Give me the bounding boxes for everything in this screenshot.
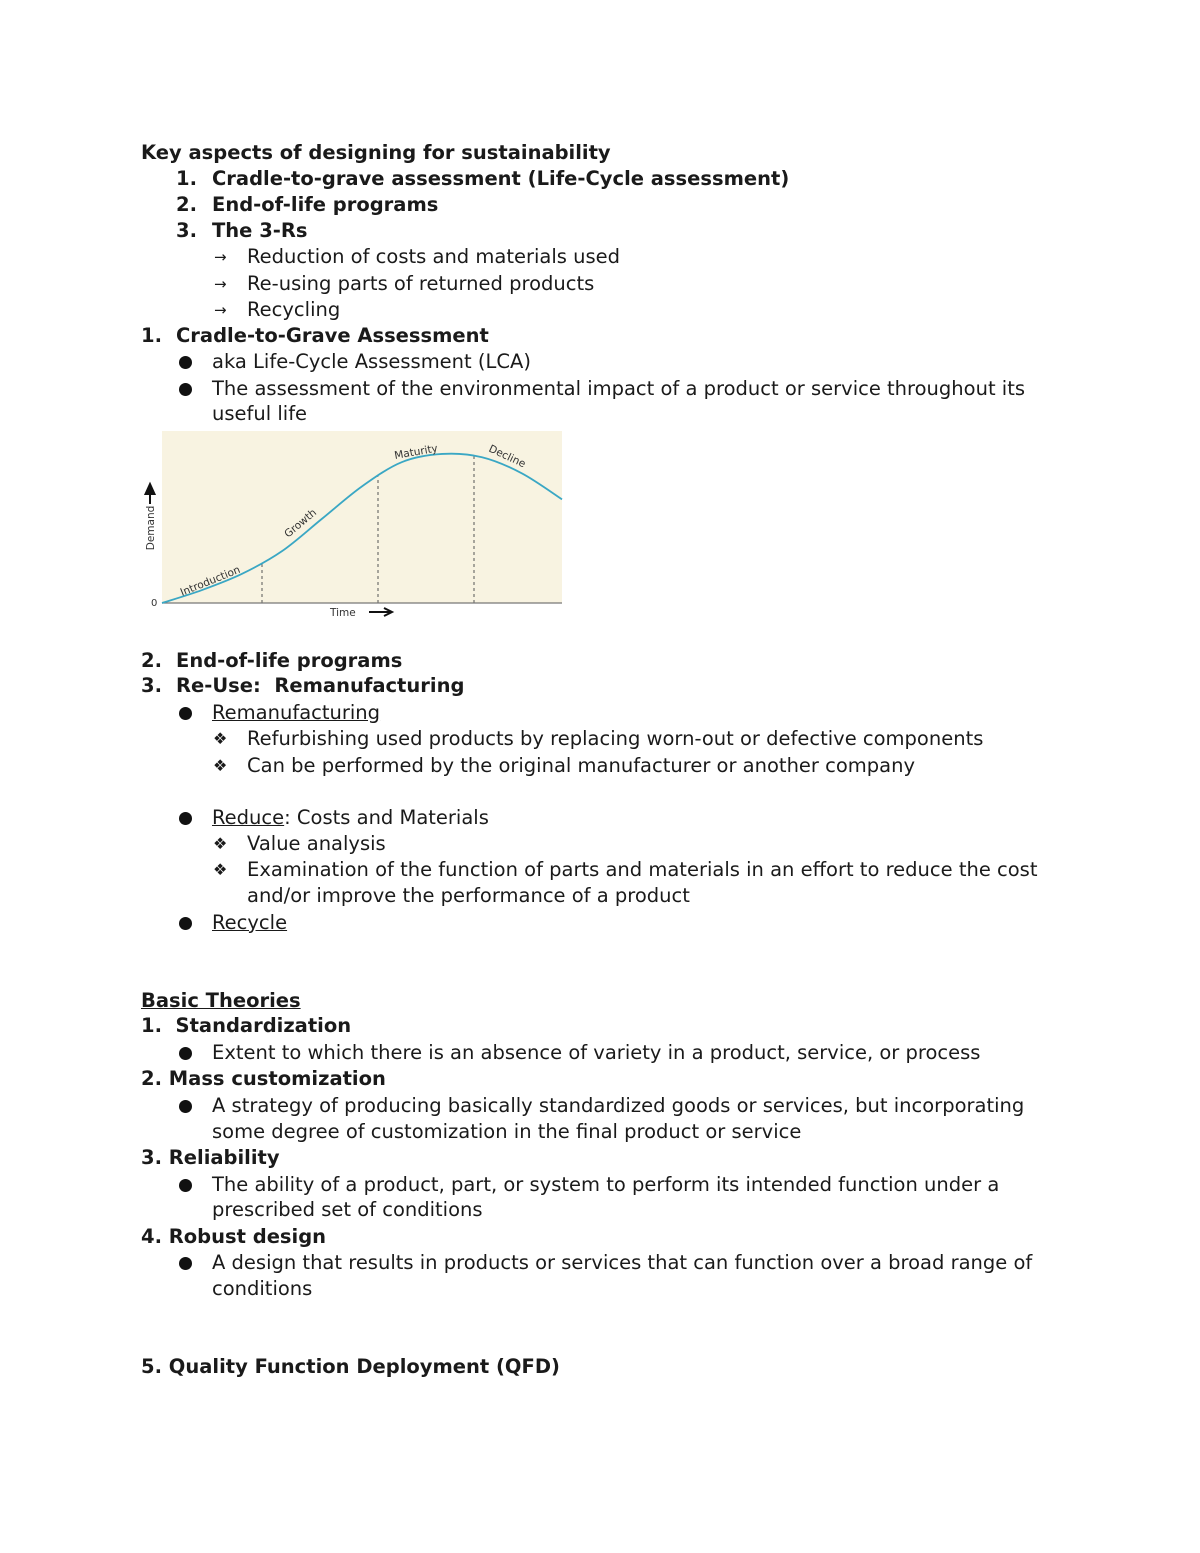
recycle-label: Recycle [212, 911, 288, 934]
theory-4-line-1: A design that results in products or services that can function over a broad range of [212, 1251, 1033, 1274]
y-axis-label: Demand [145, 505, 157, 551]
theory-4-line-2: conditions [212, 1277, 313, 1300]
theory-heading-3: 3. Reliability [141, 1146, 280, 1169]
cradle-heading: Cradle-to-Grave Assessment [176, 324, 489, 347]
theory-3-line-2: prescribed set of conditions [212, 1198, 483, 1221]
reman-point-2: Can be performed by the original manufacturer or another company [247, 754, 916, 777]
bullet-icon [179, 917, 192, 930]
reduce-point-1: Value analysis [247, 832, 386, 855]
eol-heading: End-of-life programs [176, 649, 403, 672]
reduce-point-2-cont: and/or improve the performance of a product [247, 884, 690, 907]
arrow-icon: → [214, 275, 227, 293]
cradle-bullet-2: The assessment of the environmental impact of a product or service throughout its [212, 377, 1026, 400]
reuse-heading: Re-Use: Remanufacturing [176, 674, 465, 697]
x-arrow-icon [369, 608, 392, 616]
y-arrow-icon [146, 484, 155, 504]
theories-title: Basic Theories [141, 989, 301, 1012]
intro-item-3: The 3-Rs [212, 219, 308, 242]
remanufacturing-label: Remanufacturing [212, 701, 381, 724]
rs-item-1: Reduction of costs and materials used [247, 245, 621, 268]
origin-label: 0 [151, 598, 158, 609]
intro-item-2: End-of-life programs [212, 193, 439, 216]
theory-heading-4: 4. Robust design [141, 1225, 327, 1248]
bullet-icon [179, 1257, 192, 1270]
stage-label-growth: Growth [282, 506, 320, 541]
theory-2-line-2: some degree of customization in the final product or service [212, 1120, 802, 1143]
eol-num: 2. [141, 649, 162, 672]
theory-3-line-1: The ability of a product, part, or system to perform its intended function under a [212, 1173, 1000, 1196]
theory-1-line-1: Extent to which there is an absence of variety in a product, service, or process [212, 1041, 981, 1064]
reduce-point-2: Examination of the function of parts and materials in an effort to reduce the cost [247, 858, 1038, 881]
intro-item-num-3: 3. [176, 219, 197, 242]
theory-heading-1: 1. Standardization [141, 1014, 352, 1037]
bullet-icon [179, 1047, 192, 1060]
reuse-num: 3. [141, 674, 162, 697]
bullet-icon [179, 812, 192, 825]
stage-label-decline: Decline [486, 442, 528, 471]
rs-item-2: Re-using parts of returned products [247, 272, 595, 295]
rs-item-3: Recycling [247, 298, 341, 321]
page-title: Key aspects of designing for sustainability [141, 141, 611, 164]
intro-item-1: Cradle-to-grave assessment (Life-Cycle assessment) [212, 167, 790, 190]
bullet-icon [179, 707, 192, 720]
intro-item-num-1: 1. [176, 167, 197, 190]
arrow-icon: → [214, 301, 227, 319]
diamond-bullet-icon: ❖ [213, 756, 228, 775]
x-axis-label: Time [330, 607, 356, 619]
bullet-icon [179, 1100, 192, 1113]
stage-label-introduction: Introduction [178, 563, 243, 599]
cradle-bullet-2-cont: useful life [212, 402, 308, 425]
reman-point-1: Refurbishing used products by replacing worn-out or defective components [247, 727, 984, 750]
diamond-bullet-icon: ❖ [213, 860, 228, 879]
reduce-rest: : Costs and Materials [284, 806, 489, 829]
reduce-line [212, 805, 489, 831]
theory-2-line-1: A strategy of producing basically standardized goods or services, but incorporating [212, 1094, 1025, 1117]
theory-heading-2: 2. Mass customization [141, 1067, 386, 1090]
diamond-bullet-icon: ❖ [213, 834, 228, 853]
qfd-heading: 5. Quality Function Deployment (QFD) [141, 1355, 560, 1378]
intro-item-num-2: 2. [176, 193, 197, 216]
bullet-icon [179, 1179, 192, 1192]
stage-label-maturity: Maturity [393, 442, 439, 462]
life-cycle-chart [140, 428, 565, 620]
bullet-icon [179, 356, 192, 369]
reduce-label: Reduce [212, 806, 285, 829]
cradle-num: 1. [141, 324, 162, 347]
bullet-icon [179, 383, 192, 396]
arrow-icon: → [214, 248, 227, 266]
diamond-bullet-icon: ❖ [213, 729, 228, 748]
cradle-bullet-1: aka Life-Cycle Assessment (LCA) [212, 350, 531, 373]
